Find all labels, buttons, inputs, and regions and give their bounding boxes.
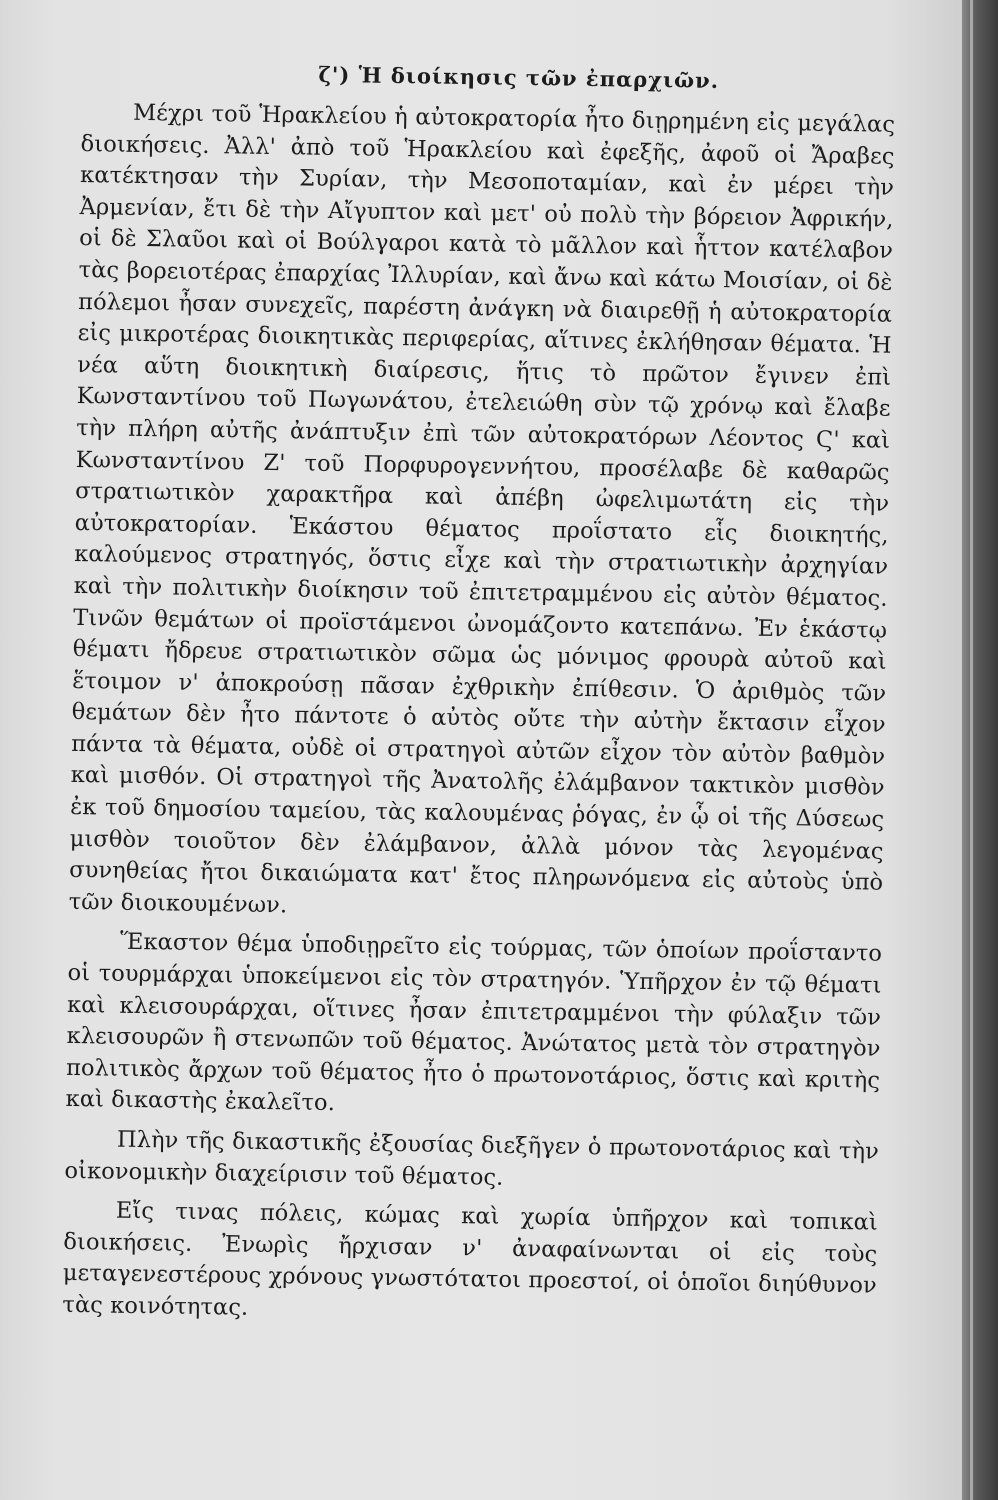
paragraph-1: Μέχρι τοῦ Ἡρακλείου ἡ αὐτοκρατορία ἦτο διῃρημένη εἰς μεγάλας διοικήσεις. Ἀλλ' ἀπὸ τοῦ Ἡρακλείου καὶ ἐφεξῆς, ἀφοῦ οἱ Ἄραβες κατέκτησαν τὴν Συρίαν, τὴν Μεσοποταμίαν, καὶ ἐν μέρει τὴν Ἀρμενίαν, ἔτι δὲ τὴν Αἴγυπτον καὶ μετ' οὐ πολὺ τὴν βόρειον Ἀφρικήν, οἱ δὲ Σλαῦοι καὶ οἱ Βούλγαροι κατὰ τὸ μᾶλλον καὶ ἧττον κατέλαβον τὰς βορειοτέρας ἐπαρχίας Ἰλλυρίαν, καὶ ἄνω καὶ κάτω Μοισίαν, οἱ δὲ πόλεμοι ἦσαν συνεχεῖς, παρέστη ἀνάγκη νὰ διαιρεθῇ ἡ αὐτοκρατορία εἰς μικροτέρας διοικητικὰς περιφερίας, αἵτινες ἐκλήθησαν θέματα. Ἡ νέα αὕτη διοικητικὴ διαίρεσις, ἥτις τὸ πρῶτον ἔγινεν ἐπὶ Κωνσταντίνου τοῦ Πωγωνάτου, ἐτελειώθη σὺν τῷ χρόνῳ καὶ ἔλαβε τὴν πλήρη αὐτῆς ἀνάπτυξιν ἐπὶ τῶν αὐτοκρατόρων Λέοντος Ϛ' καὶ Κωνσταντίνου Ζ' τοῦ Πορφυρογεννήτου, προσέλαβε δὲ καθαρῶς στρατιωτικὸν χαρακτῆρα καὶ ἀπέβη ὠφελιμωτάτη εἰς τὴν αὐτοκρατορίαν. Ἑκάστου θέματος προΐστατο εἷς διοικητής, καλούμενος στρατηγός, ὅστις εἶχε καὶ τὴν στρατιωτικὴν ἀρχηγίαν καὶ τὴν πολιτικὴν διοίκησιν τοῦ ἐπιτετραμμένου εἰς αὐτὸν θέματος. Τινῶν θεμάτων οἱ προϊστάμενοι ὠνομάζοντο κατεπάνω. Ἐν ἑκάστῳ θέματι ἤδρευε στρατιωτικὸν σῶμα ὡς μόνιμος φρουρὰ αὐτοῦ καὶ ἕτοιμον ν' ἀποκρούσῃ πᾶσαν ἐχθρικὴν ἐπίθεσιν. Ὁ ἀριθμὸς τῶν θεμάτων δὲν ἦτο πάντοτε ὁ αὐτὸς οὔτε τὴν αὐτὴν ἔκτασιν εἶχον πάντα τὰ θέματα, οὐδὲ οἱ στρατηγοὶ αὐτῶν εἶχον τὸν αὐτὸν βαθμὸν καὶ μισθόν. Οἱ στρατηγοὶ τῆς Ἀνατολῆς ἐλάμβανον τακτικὸν μισθὸν ἐκ τοῦ δημοσίου ταμείου, τὰς καλουμένας ῥόγας, ἐν ᾧ οἱ τῆς Δύσεως μισθὸν τοιοῦτον δὲν ἐλάμβανον, ἀλλὰ μόνον τὰς λεγομένας συνηθείας ἤτοι δικαιώματα κατ' ἔτος πληρωνόμενα εἰς αὐτοὺς ὑπὸ τῶν διοικουμένων.	[68, 99, 896, 919]
spine-edge	[970, 0, 973, 1500]
paragraph-3: Πλὴν τῆς δικαστικῆς ἐξουσίας διεξῆγεν ὁ πρωτονοτάριος καὶ τὴν οἰκονομικὴν διαχείρισιν τοῦ θέματος.	[64, 1126, 880, 1191]
paragraph-4: Εἴς τινας πόλεις, κώμας καὶ χωρία ὑπῆρχον καὶ τοπικαὶ διοικήσεις. Ἐνωρὶς ἤρχισαν ν' ἀναφαίνωνται οἱ εἰς τοὺς μεταγενεστέρους χρόνους γνωστότατοι προεστοί, οἱ ὁποῖοι διηύθυνον τὰς κοινότητας.	[62, 1197, 879, 1321]
book-spine	[962, 0, 998, 1500]
page-content	[62, 58, 896, 1342]
paragraph-2: Ἕκαστον θέμα ὑποδιῃρεῖτο εἰς τούρμας, τῶν ὁποίων προΐσταντο οἱ τουρμάρχαι ὑποκείμενοι εἰς τὸν στρατηγόν. Ὑπῆρχον ἐν τῷ θέματι καὶ κλεισουράρχαι, οἵτινες ἦσαν ἐπιτετραμμένοι τὴν φύλαξιν τῶν κλεισουρῶν ἢ στενωπῶν τοῦ θέματος. Ἀνώτατος μετὰ τὸν στρατηγὸν πολιτικὸς ἄρχων τοῦ θέματος ἦτο ὁ πρωτονοτάριος, ὅστις καὶ κριτὴς καὶ δικαστὴς ἐκαλεῖτο.	[65, 929, 883, 1117]
section-heading: ζ') Ἡ διοίκησις τῶν ἐπαρχιῶν.	[318, 61, 720, 94]
